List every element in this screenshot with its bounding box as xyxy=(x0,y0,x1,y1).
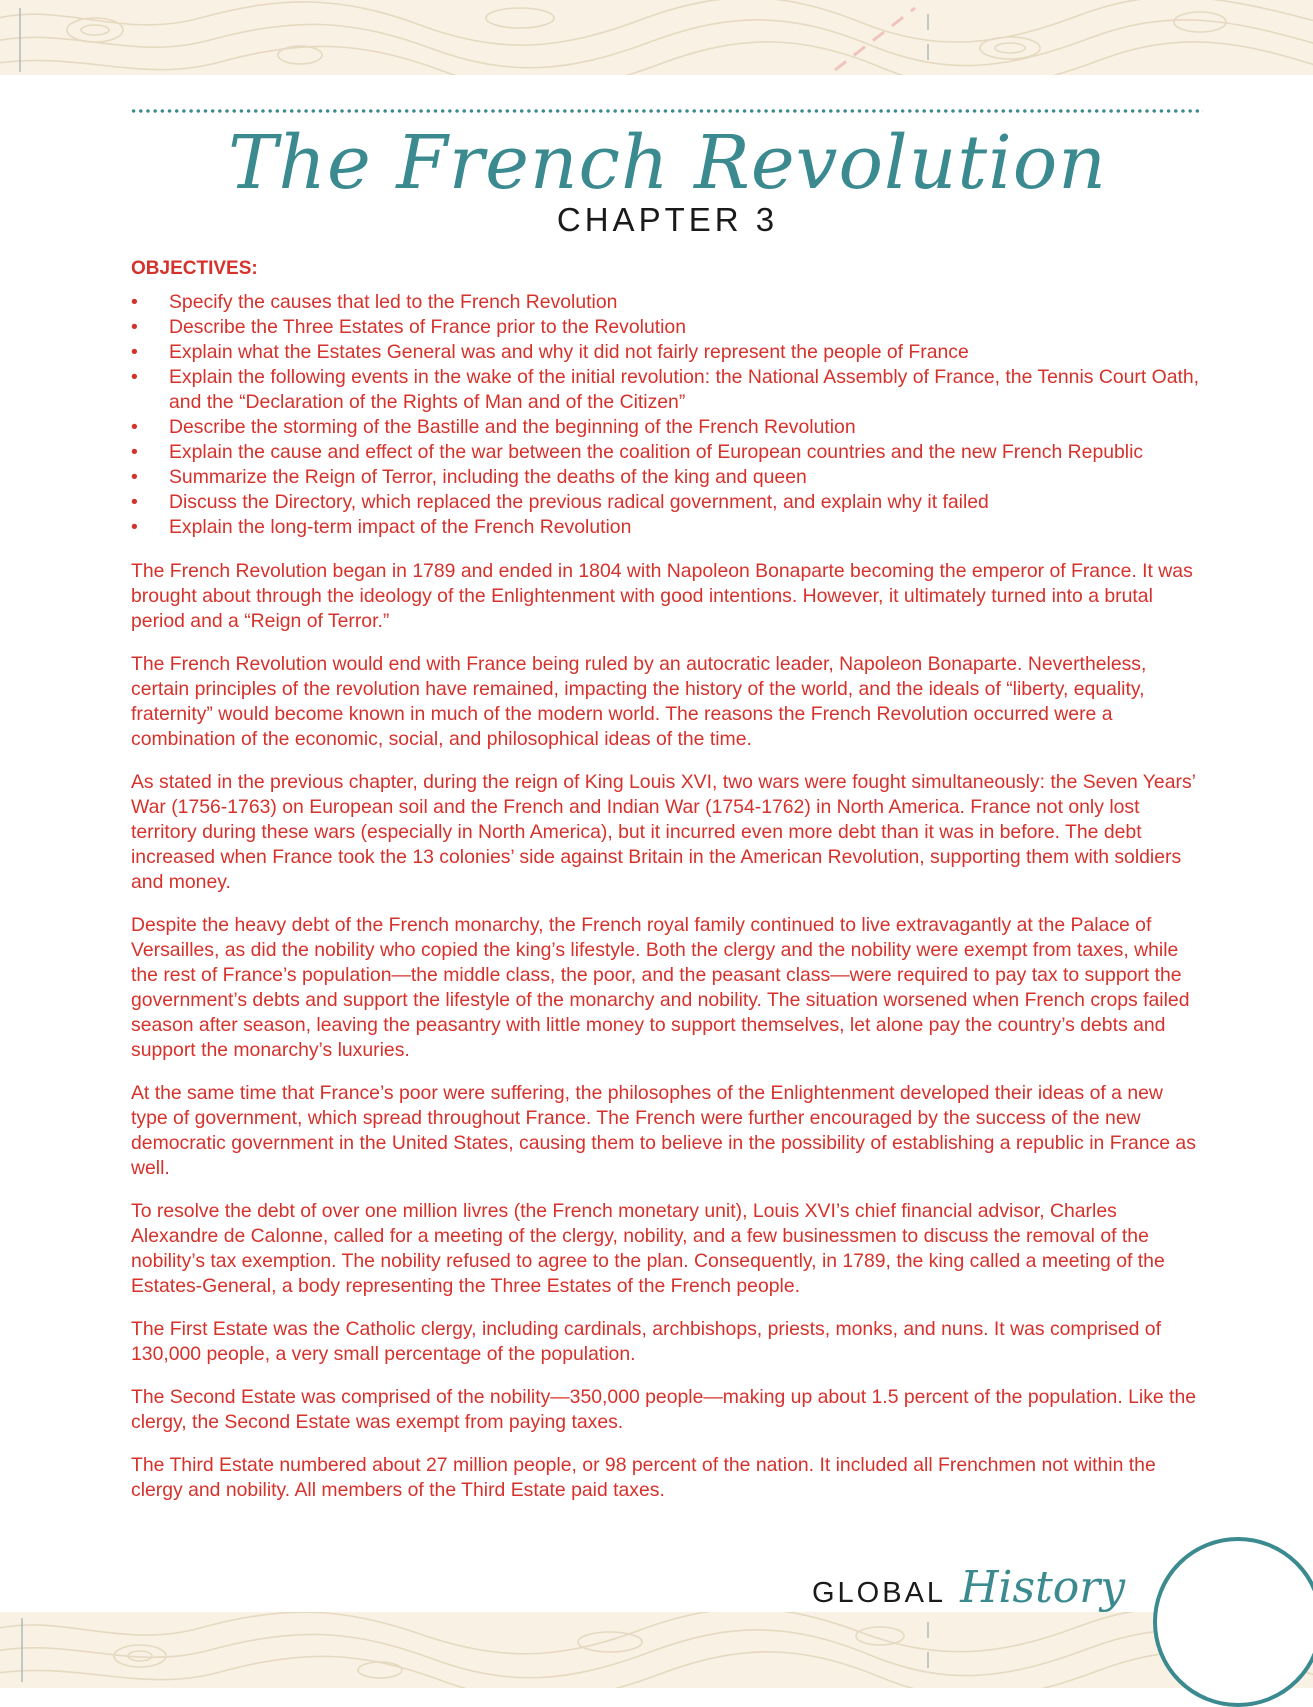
objective-item xyxy=(131,415,1203,440)
topographic-pattern xyxy=(0,0,1313,75)
top-decorative-band xyxy=(0,0,1313,75)
objective-item xyxy=(131,440,1203,465)
brand-word: GLOBAL xyxy=(812,1577,947,1609)
objective-text: Describe the Three Estates of France prior to the Revolution xyxy=(169,316,686,338)
bullet-icon: • xyxy=(131,291,138,313)
objectives-heading: OBJECTIVES: xyxy=(131,258,258,279)
bullet-icon: • xyxy=(131,441,138,463)
body-paragraph: The First Estate was the Catholic clergy, including cardinals, archbishops, priests, monks, and nuns. It was comprised of 130,000 people, a very small percentage of the population. xyxy=(131,1318,1161,1365)
objective-text: Discuss the Directory, which replaced the previous radical government, and explain why it failed xyxy=(169,491,989,513)
body-paragraph: The Second Estate was comprised of the nobility—350,000 people—making up about 1.5 percent of the population. Like the clergy, the Second Estate was exempt from paying taxes. xyxy=(131,1386,1197,1433)
objective-text: Summarize the Reign of Terror, including the deaths of the king and queen xyxy=(169,466,807,488)
page-badge-circle xyxy=(1153,1537,1313,1707)
bullet-icon: • xyxy=(131,341,138,363)
body-paragraph: As stated in the previous chapter, during the reign of King Louis XVI, two wars were fought simultaneously: the Seven Years’ War (1756-1763) on European soil and the French and Indian War (1754-1762) in North America. France not only lost territory during these wars (especially in North America), but it incurred even more debt than it was in before. The debt increased when France took the 13 colonies’ side against Britain in the American Revolution, supporting them with soldiers and money. xyxy=(131,771,1196,893)
objective-item xyxy=(131,515,1203,540)
objective-text: Explain the cause and effect of the war between the coalition of European countries and the new French Republic xyxy=(169,441,1144,463)
body-paragraph: To resolve the debt of over one million livres (the French monetary unit), Louis XVI’s chief financial advisor, Charles Alexandre de Calonne, called for a meeting of the clergy, nobility, and a few businessmen to discuss the removal of the nobility’s tax exemption. The nobility refused to agree to the plan. Consequently, in 1789, the king called a meeting of the Estates-General, a body representing the Three Estates of the French people. xyxy=(131,1200,1165,1297)
body-paragraph: The French Revolution began in 1789 and ended in 1804 with Napoleon Bonaparte becoming the emperor of France. It was brought about through the ideology of the Enlightenment with good intentions. However, it ultimately turned into a brutal period and a “Reign of Terror.” xyxy=(131,560,1193,632)
objective-item xyxy=(131,340,1203,365)
objective-text: Explain the following events in the wake of the initial revolution: the National Assembly of France, the Tennis Court Oath, and the “Declaration of the Rights of Man and of the Citizen” xyxy=(169,366,1200,413)
bullet-icon: • xyxy=(131,466,138,488)
bullet-icon: • xyxy=(131,416,138,438)
body-paragraph: The French Revolution would end with France being ruled by an autocratic leader, Napoleon Bonaparte. Nevertheless, certain principles of the revolution have remained, impacting the history of the world, and the ideals of “liberty, equality, fraternity” would become known in much of the modern world. The reasons the French Revolution occurred were a combination of the economic, social, and philosophical ideas of the time. xyxy=(131,653,1147,750)
bullet-icon: • xyxy=(131,366,138,388)
objective-item xyxy=(131,490,1203,515)
bullet-icon: • xyxy=(131,516,138,538)
page-title: The French Revolution xyxy=(228,120,1107,206)
objective-text: Specify the causes that led to the French Revolution xyxy=(169,291,618,313)
chapter-content xyxy=(131,256,1203,1521)
footer-brand xyxy=(812,1562,1125,1622)
chapter-subtitle: CHAPTER 3 xyxy=(556,201,779,238)
body-paragraph: Despite the heavy debt of the French monarchy, the French royal family continued to live extravagantly at the Palace of Versailles, as did the nobility who copied the king’s lifestyle. Both the clergy and the nobility were exempt from taxes, while the rest of France’s population—the middle class, the poor, and the peasant class—were required to pay tax to support the government’s debts and support the lifestyle of the monarchy and nobility. The situation worsened when French crops failed season after season, leaving the peasantry with little money to support themselves, let alone pay the country’s debts and support the monarchy’s luxuries. xyxy=(131,914,1190,1061)
objective-text: Explain the long-term impact of the French Revolution xyxy=(169,516,632,538)
objective-text: Explain what the Estates General was and why it did not fairly represent the people of France xyxy=(169,341,969,363)
body-paragraph: At the same time that France’s poor were suffering, the philosophes of the Enlightenment developed their ideas of a new type of government, which spread throughout France. The French were further encouraged by the success of the new democratic government in the United States, causing them to believe in the possibility of establishing a republic in France as well. xyxy=(131,1082,1196,1179)
objectives-list xyxy=(131,290,1203,540)
objective-item xyxy=(131,465,1203,490)
bullet-icon: • xyxy=(131,316,138,338)
body-paragraph: The Third Estate numbered about 27 million people, or 98 percent of the nation. It included all Frenchmen not within the clergy and nobility. All members of the Third Estate paid taxes. xyxy=(131,1454,1156,1501)
objective-item xyxy=(131,290,1203,315)
bullet-icon: • xyxy=(131,491,138,513)
dotted-divider xyxy=(130,108,1203,114)
objective-item xyxy=(131,365,1203,415)
bottom-decorative-band xyxy=(0,1612,1313,1688)
objective-item xyxy=(131,315,1203,340)
brand-script: History xyxy=(960,1562,1126,1613)
objective-text: Describe the storming of the Bastille and the beginning of the French Revolution xyxy=(169,416,856,438)
topographic-pattern xyxy=(0,1612,1313,1688)
